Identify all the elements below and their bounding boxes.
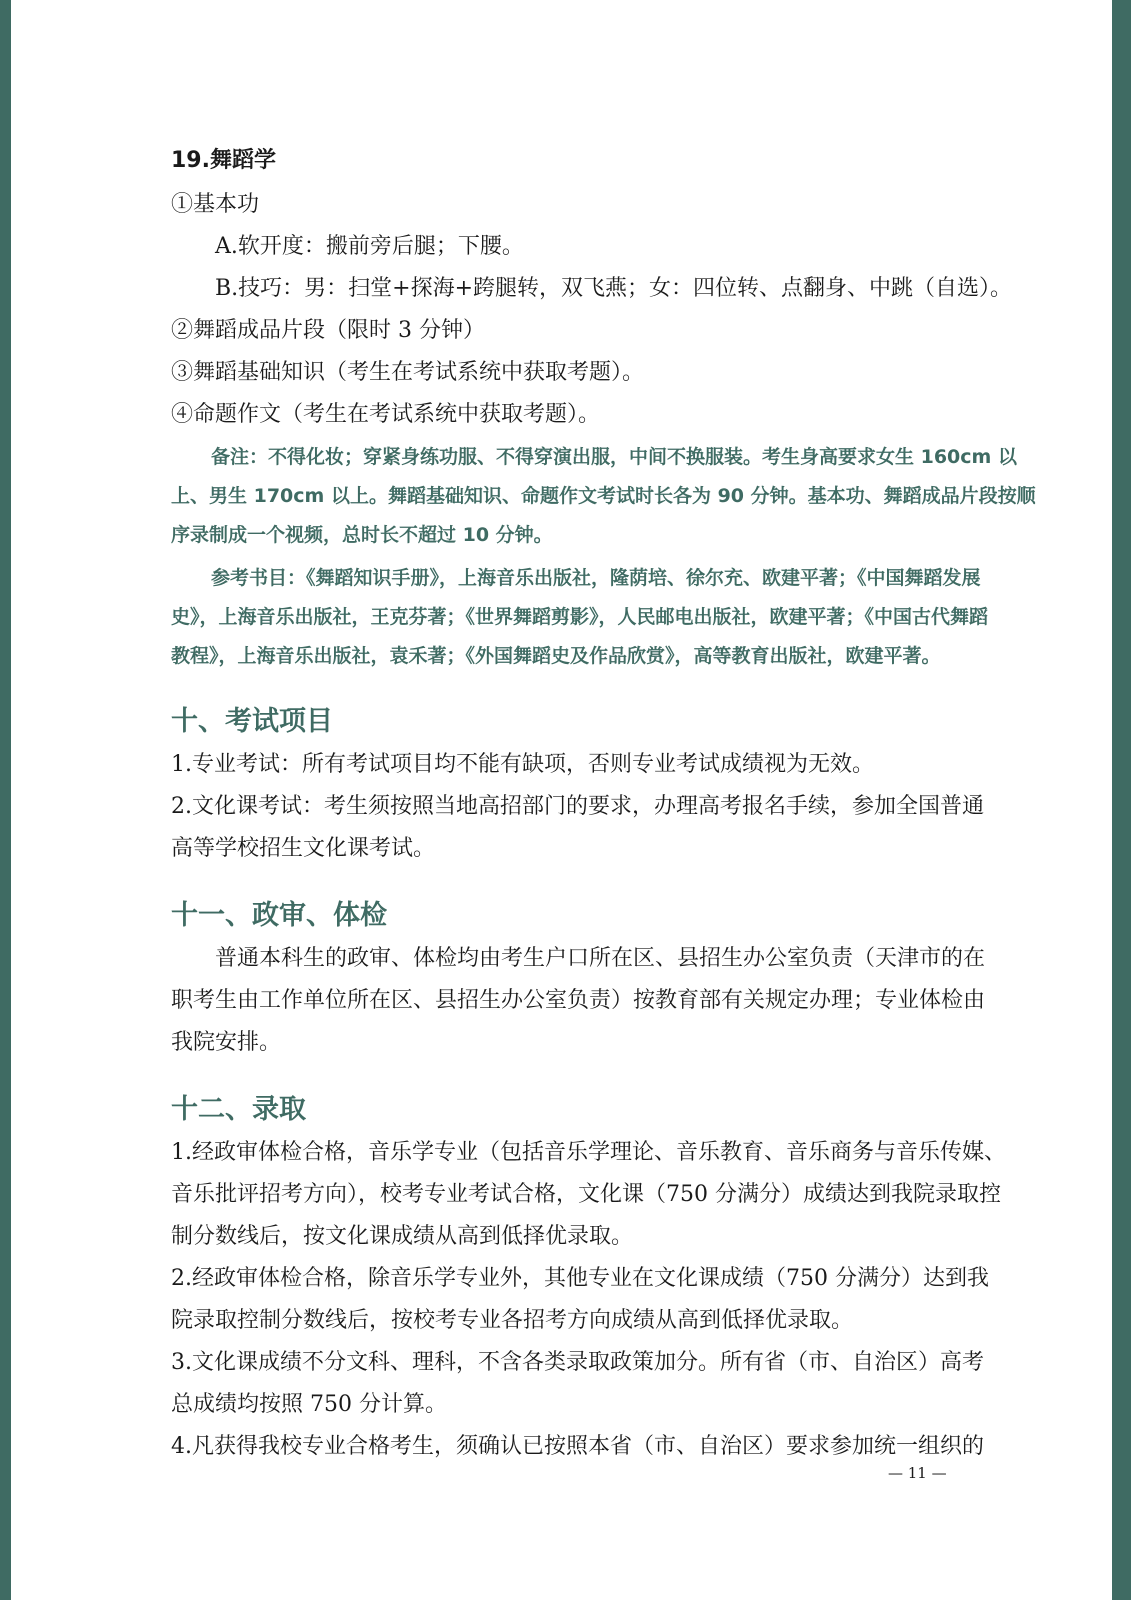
dance-item-basic-skills: ①基本功	[171, 192, 260, 217]
admission-line: 4.凡获得我校专业合格考生，须确认已按照本省（市、自治区）要求参加统一组织的	[171, 1434, 984, 1459]
books-line: 教程》，上海音乐出版社，袁禾著；《外国舞蹈史及作品欣赏》，高等教育出版社，欧建平著。	[171, 645, 941, 667]
dance-major-title: 19.舞蹈学	[171, 148, 276, 173]
exam-items-section	[171, 700, 984, 870]
page-number: — 11 —	[888, 1464, 947, 1482]
admission-section	[171, 1088, 1006, 1468]
admission-line: 院录取控制分数线后，按校考专业各招考方向成绩从高到低择优录取。	[171, 1308, 854, 1333]
admission-line: 1.经政审体检合格，音乐学专业（包括音乐学理论、音乐教育、音乐商务与音乐传媒、	[171, 1140, 1006, 1165]
review-line: 普通本科生的政审、体检均由考生户口所在区、县招生办公室负责（天津市的在	[215, 946, 986, 971]
books-line: 参考书目：《舞蹈知识手册》，上海音乐出版社，隆荫培、徐尔充、欧建平著；《中国舞蹈发展	[211, 567, 981, 589]
document-body	[171, 140, 1036, 1468]
dance-item-knowledge: ③舞蹈基础知识（考生在考试系统中获取考题）。	[171, 360, 645, 385]
books-line: 史》，上海音乐出版社，王克芬著；《世界舞蹈剪影》，人民邮电出版社，欧建平著；《中国古代舞蹈	[171, 606, 989, 628]
dance-reference-books	[171, 559, 989, 676]
remarks-line: 上、男生 170cm 以上。舞蹈基础知识、命题作文考试时长各为 90 分钟。基本功、舞蹈成品片段按顺	[171, 485, 1036, 507]
page-right-border	[1112, 0, 1131, 1600]
dance-remarks	[171, 438, 1036, 555]
page-left-border	[0, 0, 11, 1600]
admission-line: 音乐批评招考方向），校考专业考试合格，文化课（750 分满分）成绩达到我院录取控	[171, 1182, 1001, 1207]
review-line: 职考生由工作单位所在区、县招生办公室负责）按教育部有关规定办理；专业体检由	[171, 988, 986, 1013]
dance-item-flexibility: A.软开度：搬前旁后腿；下腰。	[215, 234, 524, 259]
section-heading-exam: 十、考试项目	[171, 706, 333, 737]
review-section	[171, 894, 986, 1064]
admission-line: 制分数线后，按文化课成绩从高到低择优录取。	[171, 1224, 634, 1249]
dance-item-technique: B.技巧：男：扫堂+探海+跨腿转，双飞燕；女：四位转、点翻身、中跳（自选）。	[215, 276, 1013, 301]
section-heading-admission: 十二、录取	[171, 1094, 306, 1125]
review-line: 我院安排。	[171, 1030, 282, 1055]
admission-line: 总成绩均按照 750 分计算。	[171, 1392, 447, 1417]
dance-item-essay: ④命题作文（考生在考试系统中获取考题）。	[171, 402, 601, 427]
exam-line: 高等学校招生文化课考试。	[171, 836, 436, 861]
exam-line: 2.文化课考试：考生须按照当地高招部门的要求，办理高考报名手续，参加全国普通	[171, 794, 984, 819]
remarks-line: 备注：不得化妆；穿紧身练功服、不得穿演出服，中间不换服装。考生身高要求女生 160cm 以	[211, 446, 1017, 468]
dance-item-performance: ②舞蹈成品片段（限时 3 分钟）	[171, 318, 485, 343]
exam-line: 1.专业考试：所有考试项目均不能有缺项，否则专业考试成绩视为无效。	[171, 752, 874, 777]
section-heading-review: 十一、政审、体检	[171, 900, 387, 931]
remarks-line: 序录制成一个视频，总时长不超过 10 分钟。	[171, 524, 553, 546]
admission-line: 2.经政审体检合格，除音乐学专业外，其他专业在文化课成绩（750 分满分）达到我	[171, 1266, 989, 1291]
admission-line: 3.文化课成绩不分文科、理科，不含各类录取政策加分。所有省（市、自治区）高考	[171, 1350, 984, 1375]
